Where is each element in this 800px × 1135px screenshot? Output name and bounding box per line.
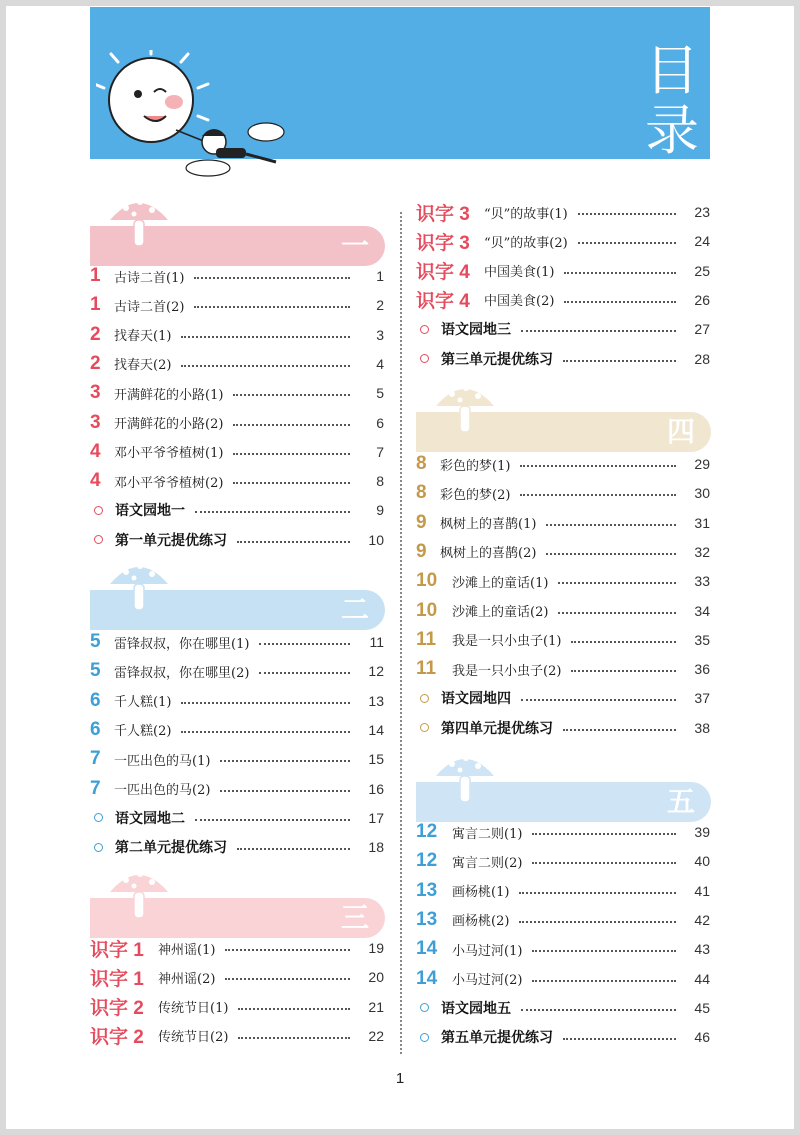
toc-entry[interactable] [90,747,384,771]
toc-entry[interactable] [416,657,710,681]
toc-entry[interactable] [90,995,384,1019]
toc-entry[interactable] [90,352,384,376]
entry-title: 枫树上的喜鹊(2) [440,546,537,562]
lesson-number: 12 [416,821,438,842]
lesson-number: 1 [90,294,101,316]
entry-title: 第五单元提优练习 [441,1030,553,1047]
dot-leader [532,862,676,864]
entry-title: 神州谣(1) [158,942,216,958]
lesson-number: 10 [416,599,438,621]
toc-entry-review[interactable] [416,347,710,371]
dot-leader [237,848,350,850]
toc-entry-review[interactable] [90,528,384,552]
lesson-number: 识字 3 [416,232,470,254]
toc-entry[interactable] [90,630,384,654]
entry-title: 邓小平爷爷植树(1) [114,446,224,462]
toc-entry[interactable] [90,469,384,493]
dot-leader [238,1037,350,1039]
dot-leader [259,643,350,645]
entry-title: 雷锋叔叔，你在哪里(2) [114,665,250,681]
lesson-number: 14 [416,938,438,960]
mushroom-icon [430,376,500,438]
dot-leader [181,731,350,733]
entry-title: 小马过河(2) [452,973,523,988]
dot-leader [225,978,350,980]
entry-page-number: 35 [694,631,710,648]
entry-title: 语文园地一 [115,503,185,520]
entry-page-number: 28 [694,350,710,367]
lesson-number: 9 [416,511,427,533]
entry-page-number: 34 [694,602,710,619]
entry-page-number: 21 [368,998,384,1015]
dot-leader [233,394,350,396]
toc-entry[interactable] [90,381,384,405]
dot-leader [259,672,350,674]
lesson-number: 12 [416,850,438,872]
column-divider [400,212,402,1054]
lesson-number: 10 [416,570,438,592]
circle-bullet-icon [420,325,429,334]
lesson-number: 5 [90,631,101,652]
entry-page-number: 24 [694,233,710,250]
entry-title: 千人糕(1) [114,695,172,711]
circle-bullet-icon [420,1033,429,1042]
unit-header [90,568,385,626]
toc-entry[interactable] [90,293,384,317]
entry-title: 第一单元提优练习 [115,532,227,549]
entry-title: 中国美食(2) [484,294,555,310]
toc-entry[interactable] [90,718,384,742]
toc-entry-review[interactable] [90,835,384,859]
entry-page-number: 41 [694,882,710,899]
lesson-number: 6 [90,718,101,740]
entry-title: 中国美食(1) [484,265,555,281]
entry-title: 语文园地三 [441,322,511,339]
dot-leader [564,301,676,303]
entry-title: 我是一只小虫子(2) [452,663,562,679]
entry-title: 寓言二则(2) [452,855,523,871]
toc-entry[interactable] [416,937,710,961]
unit-header [90,876,385,934]
dot-leader [220,760,350,762]
entry-title: 画杨桃(2) [452,914,510,930]
entry-page-number: 1 [376,268,384,284]
lesson-number: 识字 3 [416,203,470,225]
mushroom-icon [430,746,500,808]
dot-leader [195,819,350,821]
toc-entry-review[interactable] [416,716,710,740]
dot-leader [519,921,676,923]
dot-leader [521,330,676,332]
dot-leader [578,242,676,244]
circle-bullet-icon [420,723,429,732]
entry-page-number: 38 [694,719,710,736]
dot-leader [519,892,676,894]
toc-entry[interactable] [416,481,710,505]
dot-leader [564,272,676,274]
dot-leader [521,699,676,701]
mushroom-icon [104,554,174,616]
page-number: 1 [395,1070,405,1087]
lesson-number: 13 [416,879,438,901]
entry-page-number: 36 [694,661,710,678]
entry-page-number: 44 [694,970,710,987]
entry-page-number: 16 [368,780,384,797]
entry-page-number: 39 [694,824,710,840]
lesson-number: 13 [416,908,438,930]
lesson-number: 识字 1 [90,939,144,961]
toc-entry[interactable] [90,323,384,347]
dot-leader [558,612,676,614]
entry-title: 一匹出色的马(2) [114,783,211,798]
dot-leader [571,670,676,672]
lesson-number: 识字 2 [90,1027,144,1049]
dot-leader [563,729,676,731]
toc-entry[interactable] [416,849,710,873]
entry-page-number: 25 [694,262,710,279]
entry-title: 雷锋叔叔，你在哪里(1) [114,636,250,652]
toc-entry[interactable] [90,777,384,801]
toc-entry-review[interactable] [416,686,710,710]
lesson-number: 11 [416,658,437,680]
toc-entry[interactable] [90,411,384,435]
lesson-number: 8 [416,453,427,474]
entry-page-number: 29 [694,456,710,472]
toc-entry[interactable] [90,965,384,989]
toc-entry[interactable] [416,259,710,283]
unit-label: 四 [666,415,695,448]
dot-leader [233,482,350,484]
dot-leader [237,541,350,543]
dot-leader [521,1009,676,1011]
dot-leader [520,465,676,467]
toc-entry[interactable] [416,967,710,991]
lesson-number: 9 [416,540,427,562]
unit-label: 二 [340,593,369,626]
entry-title: 枫树上的喜鹊(1) [440,517,537,533]
lesson-number: 6 [90,689,101,711]
entry-page-number: 3 [376,326,384,343]
lesson-number: 14 [416,967,438,989]
lesson-number: 11 [416,628,437,650]
lesson-number: 8 [416,482,427,504]
unit-label: 一 [340,229,369,262]
dot-leader [546,553,676,555]
toc-entry[interactable] [90,1024,384,1048]
toc-entry[interactable] [90,689,384,713]
entry-title: 语文园地二 [115,810,185,827]
lesson-number: 识字 4 [416,291,470,313]
toc-entry-review[interactable] [416,996,710,1020]
entry-page-number: 2 [376,297,384,314]
dot-leader [520,494,676,496]
entry-page-number: 12 [368,663,384,680]
toc-entry-review[interactable] [90,806,384,830]
entry-title: 彩色的梦(1) [440,458,511,474]
toc-entry[interactable] [416,820,710,844]
lesson-number: 3 [90,382,101,404]
entry-page-number: 10 [368,531,384,548]
entry-page-number: 14 [368,721,384,738]
entry-page-number: 13 [368,692,384,709]
dot-leader [181,702,350,704]
dot-leader [546,524,676,526]
dot-leader [563,360,676,362]
dot-leader [194,277,350,279]
mushroom-icon [104,190,174,252]
entry-page-number: 43 [694,941,710,958]
lesson-number: 7 [90,748,101,770]
dot-leader [532,980,676,982]
lesson-number: 识字 4 [416,262,470,284]
entry-title: 语文园地五 [441,1000,511,1017]
entry-page-number: 42 [694,911,710,928]
toc-entry[interactable] [416,200,710,224]
toc-entry[interactable] [416,229,710,253]
toc-entry[interactable] [416,599,710,623]
lesson-number: 2 [90,323,101,345]
entry-page-number: 40 [694,853,710,870]
entry-page-number: 33 [694,573,710,590]
entry-title: 语文园地四 [441,691,511,708]
dot-leader [571,641,676,643]
unit-header [90,204,385,262]
entry-title: 神州谣(2) [158,971,216,987]
entry-title: 一匹出色的马(1) [114,753,211,769]
toc-entry[interactable] [416,908,710,932]
toc-entry[interactable] [90,659,384,683]
unit-header [416,390,711,448]
circle-bullet-icon [420,354,429,363]
entry-title: 传统节日(1) [158,1001,229,1017]
entry-page-number: 46 [694,1029,710,1046]
unit-label: 三 [340,901,369,934]
dot-leader [238,1008,350,1010]
lesson-number: 5 [90,660,101,682]
dot-leader [558,582,676,584]
entry-page-number: 18 [368,839,384,856]
entry-title: “贝”的故事(2) [484,235,568,251]
entry-title: 古诗二首(2) [114,299,185,315]
toc-entry[interactable] [416,569,710,593]
entry-title: 沙滩上的童话(2) [452,605,549,620]
circle-bullet-icon [420,694,429,703]
toc-entry[interactable] [416,879,710,903]
entry-page-number: 45 [694,999,710,1016]
entry-page-number: 17 [368,809,384,826]
toc-entry-review[interactable] [416,1025,710,1049]
entry-page-number: 32 [694,543,710,560]
dot-leader [195,511,350,513]
entry-title: 开满鲜花的小路(2) [114,417,224,432]
lesson-number: 识字 2 [90,998,144,1020]
dot-leader [532,833,676,835]
entry-title: 千人糕(2) [114,724,172,740]
entry-title: 小马过河(1) [452,943,523,959]
unit-header [416,760,711,818]
toc-entry-review[interactable] [416,317,710,341]
dot-leader [578,213,676,215]
toc-entry-review[interactable] [90,498,384,522]
entry-title: 彩色的梦(2) [440,487,511,503]
dot-leader [532,950,676,952]
mushroom-icon [104,862,174,924]
entry-page-number: 7 [376,443,384,460]
entry-title: 开满鲜花的小路(1) [114,387,224,403]
entry-page-number: 4 [376,355,384,372]
circle-bullet-icon [94,535,103,544]
entry-page-number: 26 [694,291,710,308]
entry-page-number: 20 [368,969,384,986]
dot-leader [181,365,350,367]
entry-page-number: 11 [369,634,384,650]
toc-entry[interactable] [90,264,384,288]
entry-title: 传统节日(2) [158,1030,229,1046]
dot-leader [220,790,350,792]
unit-label: 五 [666,785,695,818]
entry-title: 第四单元提优练习 [441,720,553,737]
sun-kid-illustration [96,50,296,190]
entry-page-number: 23 [694,204,710,220]
toc-entry[interactable] [416,511,710,535]
entry-page-number: 6 [376,414,384,431]
circle-bullet-icon [420,1003,429,1012]
lesson-number: 2 [90,352,101,374]
dot-leader [194,306,350,308]
circle-bullet-icon [94,506,103,515]
dot-leader [181,336,350,338]
entry-title: 找春天(1) [114,329,172,345]
entry-page-number: 8 [376,473,384,490]
lesson-number: 4 [90,470,101,492]
circle-bullet-icon [94,843,103,852]
entry-page-number: 22 [368,1027,384,1044]
entry-title: “贝”的故事(1) [484,206,568,222]
toc-entry[interactable] [90,440,384,464]
lesson-number: 4 [90,440,101,462]
entry-page-number: 19 [368,940,384,956]
entry-page-number: 15 [368,751,384,768]
lesson-number: 7 [90,777,101,799]
page-title: 目录 [645,39,699,162]
entry-page-number: 27 [694,321,710,338]
toc-entry[interactable] [416,452,710,476]
entry-title: 寓言二则(1) [452,826,523,842]
toc-entry[interactable] [416,628,710,652]
toc-entry[interactable] [90,936,384,960]
toc-entry[interactable] [416,288,710,312]
entry-title: 找春天(2) [114,358,172,374]
entry-title: 我是一只小虫子(1) [452,634,562,650]
entry-page-number: 37 [694,690,710,707]
entry-title: 沙滩上的童话(1) [452,575,549,591]
entry-page-number: 9 [376,502,384,519]
dot-leader [233,453,350,455]
entry-title: 古诗二首(1) [114,270,185,286]
entry-page-number: 31 [694,514,710,531]
entry-title: 第二单元提优练习 [115,840,227,857]
entry-title: 邓小平爷爷植树(2) [114,475,224,491]
entry-title: 第三单元提优练习 [441,351,553,368]
entry-page-number: 30 [694,485,710,502]
entry-title: 画杨桃(1) [452,885,510,901]
dot-leader [563,1038,676,1040]
entry-page-number: 5 [376,385,384,402]
lesson-number: 3 [90,411,101,433]
dot-leader [225,949,350,951]
dot-leader [233,424,350,426]
lesson-number: 1 [90,265,101,286]
lesson-number: 识字 1 [90,968,144,990]
circle-bullet-icon [94,813,103,822]
toc-entry[interactable] [416,540,710,564]
